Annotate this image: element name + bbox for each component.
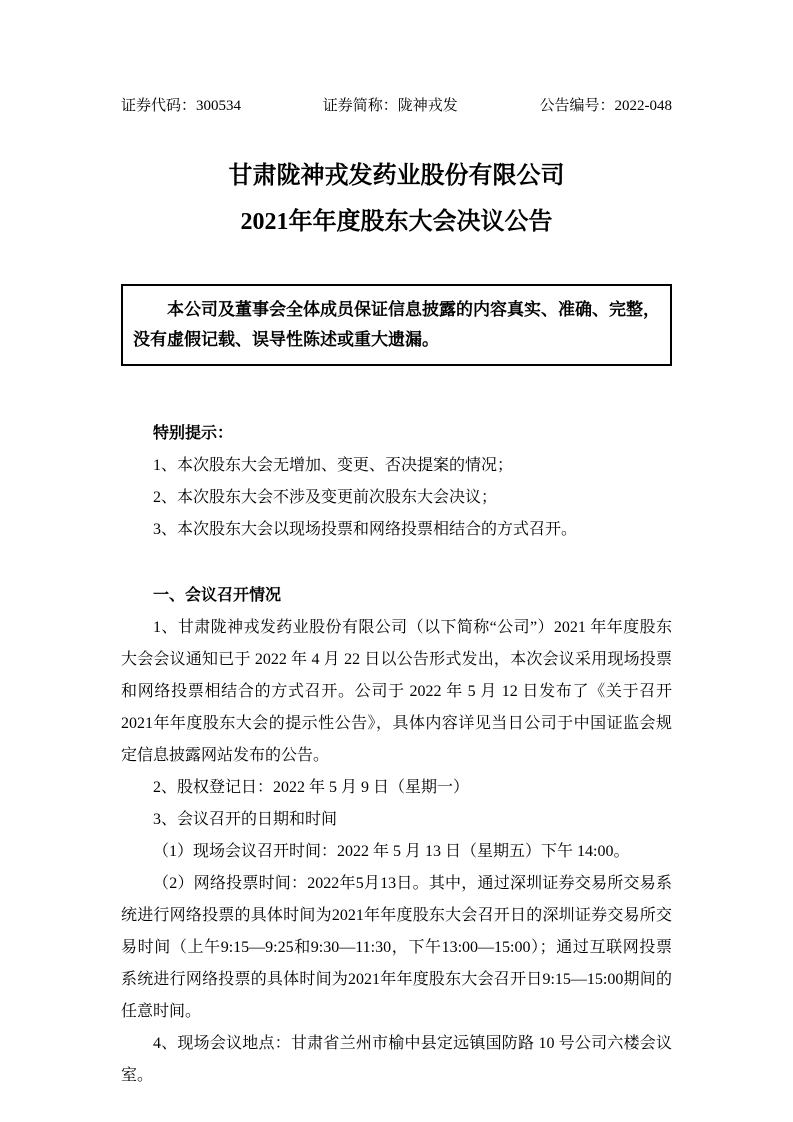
meeting-section	[121, 580, 672, 1092]
special-notice-item: 1、本次股东大会无增加、变更、否决提案的情况；	[153, 457, 514, 474]
body-paragraph: 2、股权登记日：2022 年 5 月 9 日（星期一）	[153, 779, 470, 796]
body-paragraph: 4、现场会议地点：甘肃省兰州市榆中县定远镇国防路 10 号公司六楼会议室。	[121, 1035, 672, 1084]
body-paragraph: 1、甘肃陇神戎发药业股份有限公司（以下简称“公司”）2021 年年度股东大会会议通知已于 2022 年 4 月 22 日以公告形式发出，本次会议采用现场投票和网络投票相结合的方式召开。公司于 2022 年 5 月 12 日发布了《关于召开 2021年年度股东大会的提示性公告》，具体内容详见当日公司于中国证监会规定信息披露网站发布的公告。	[121, 619, 672, 764]
special-notice-heading: 特别提示：	[153, 425, 234, 442]
disclaimer-text: 本公司及董事会全体成员保证信息披露的内容真实、准确、完整，没有虚假记载、误导性陈述或重大遗漏。	[133, 300, 660, 349]
stock-name: 证券简称：陇神戎发	[322, 98, 458, 114]
body-paragraph: （1）现场会议召开时间：2022 年 5 月 13 日（星期五）下午 14:00。	[153, 843, 630, 860]
stock-code: 证券代码：300534	[121, 98, 242, 114]
section-heading: 一、会议召开情况	[153, 587, 282, 604]
special-notice-item: 2、本次股东大会不涉及变更前次股东大会决议；	[153, 489, 498, 506]
document-title: 2021年年度股东大会决议公告	[240, 209, 553, 235]
company-name-title: 甘肃陇神戎发药业股份有限公司	[228, 163, 565, 189]
body-paragraph: 3、会议召开的日期和时间	[153, 811, 338, 828]
announcement-number: 公告编号：2022-048	[539, 98, 672, 114]
special-notice-item: 3、本次股东大会以现场投票和网络投票相结合的方式召开。	[153, 521, 578, 538]
body-paragraph: （2）网络投票时间：2022年5月13日。其中，通过深圳证券交易所交易系统进行网络投票的具体时间为2021年年度股东大会召开日的深圳证券交易所交易时间（上午9:15—9:25和9:30—11:30，下午13:00—15:00）；通过互联网投票系统进行网络投票的具体时间为2021年年度股东大会召开日9:15—15:00期间的任意时间。	[121, 875, 672, 1020]
document-header	[121, 96, 672, 116]
special-notice-section	[121, 418, 672, 546]
disclaimer-box	[121, 284, 672, 366]
